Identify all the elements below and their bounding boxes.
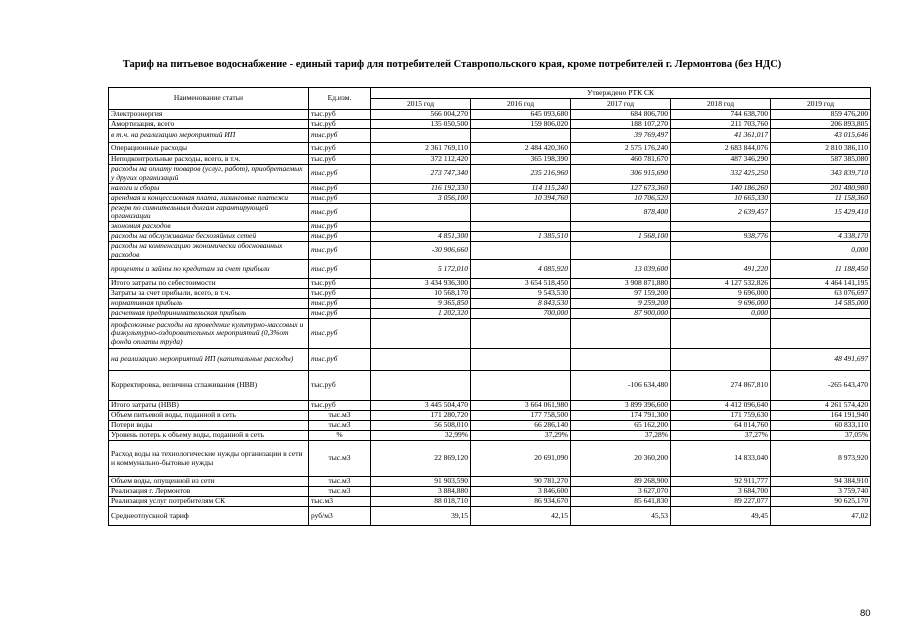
page-number: 80 xyxy=(860,608,871,619)
row-value: 10 706,520 xyxy=(571,193,671,203)
row-value: 3 908 871,880 xyxy=(571,279,671,289)
row-value: 85 641,830 xyxy=(571,497,671,507)
table-row xyxy=(109,411,871,421)
row-value: 2 575 176,240 xyxy=(571,143,671,155)
row-unit: тыс.руб xyxy=(309,183,371,193)
row-name: Итого затраты по себестоимости xyxy=(109,279,309,289)
row-value: 3 884,880 xyxy=(371,487,471,497)
row-value: 9 696,000 xyxy=(671,299,771,309)
row-value: 20 691,090 xyxy=(471,441,571,477)
table-row xyxy=(109,231,871,241)
row-unit: тыс.руб xyxy=(309,221,371,231)
table-row xyxy=(109,289,871,299)
table-row xyxy=(109,279,871,289)
row-unit: руб/м3 xyxy=(309,507,371,526)
row-value xyxy=(471,129,571,143)
table-row xyxy=(109,477,871,487)
row-name: Корректировка, величина сглаживания (НВВ) xyxy=(109,371,309,401)
row-unit: тыс.руб xyxy=(309,371,371,401)
row-unit: тыс.руб xyxy=(309,193,371,203)
row-value: 20 360,200 xyxy=(571,441,671,477)
row-name: Среднеотпускной тариф xyxy=(109,507,309,526)
row-value: 9 365,850 xyxy=(371,299,471,309)
row-value: 2 484 420,360 xyxy=(471,143,571,155)
row-value: 1 568,100 xyxy=(571,231,671,241)
row-value xyxy=(571,319,671,349)
row-name: Реализация г. Лермонтов xyxy=(109,487,309,497)
row-value: -30 906,660 xyxy=(371,241,471,259)
row-value: 2 810 386,110 xyxy=(771,143,871,155)
table-row xyxy=(109,319,871,349)
row-value: 3 759,740 xyxy=(771,487,871,497)
row-value: 2 361 769,110 xyxy=(371,143,471,155)
row-value: 114 115,240 xyxy=(471,183,571,193)
row-value xyxy=(471,221,571,231)
header-year: 2015 год xyxy=(371,99,471,110)
row-value: 37,27% xyxy=(671,431,771,441)
tariff-table xyxy=(108,87,871,526)
row-name: Объем воды, опущенной из сети xyxy=(109,477,309,487)
row-value: 343 839,710 xyxy=(771,164,871,183)
row-value: 90 625,170 xyxy=(771,497,871,507)
row-value: 188 107,270 xyxy=(571,119,671,129)
row-value: 3 434 936,300 xyxy=(371,279,471,289)
row-value: 4 127 532,826 xyxy=(671,279,771,289)
row-value: 274 867,810 xyxy=(671,371,771,401)
row-value: 14 833,040 xyxy=(671,441,771,477)
row-value: 10 568,170 xyxy=(371,289,471,299)
row-unit: тыс.руб xyxy=(309,143,371,155)
table-row xyxy=(109,110,871,120)
row-name: Уровень потерь к объему воды, поданной в сеть xyxy=(109,431,309,441)
row-name: нормативная прибыль xyxy=(109,299,309,309)
row-value: 206 893,805 xyxy=(771,119,871,129)
row-value: 9 543,530 xyxy=(471,289,571,299)
header-year: 2016 год xyxy=(471,99,571,110)
header-year: 2017 год xyxy=(571,99,671,110)
row-unit: тыс.руб xyxy=(309,203,371,221)
table-body xyxy=(109,110,871,526)
row-value: 22 869,120 xyxy=(371,441,471,477)
row-value: 92 911,777 xyxy=(671,477,771,487)
row-value: 3 846,600 xyxy=(471,487,571,497)
row-value: 938,776 xyxy=(671,231,771,241)
row-name: Расход воды на технологические нужды организации в сети и коммунально-бытовые нужды xyxy=(109,441,309,477)
row-value: 2 639,457 xyxy=(671,203,771,221)
row-value xyxy=(371,129,471,143)
table-row xyxy=(109,441,871,477)
row-unit: тыс.руб xyxy=(309,309,371,319)
row-name: Затраты за счет прибыли, всего, в т.ч. xyxy=(109,289,309,299)
row-value: 135 050,500 xyxy=(371,119,471,129)
row-value: 41 361,017 xyxy=(671,129,771,143)
row-value: 3 899 396,600 xyxy=(571,401,671,411)
row-value xyxy=(671,319,771,349)
table-row xyxy=(109,193,871,203)
row-value: 587 385,080 xyxy=(771,155,871,165)
row-name: Электроэнергия xyxy=(109,110,309,120)
table-row xyxy=(109,260,871,279)
row-value: 0,000 xyxy=(771,241,871,259)
row-unit: тыс.м3 xyxy=(309,411,371,421)
header-name-column: Наименование статьи xyxy=(109,88,309,110)
row-name: Итого затраты (НВВ) xyxy=(109,401,309,411)
header-unit-column: Ед.изм. xyxy=(309,88,371,110)
row-unit: тыс.руб xyxy=(309,155,371,165)
row-value: 3 684,700 xyxy=(671,487,771,497)
row-value: 3 445 504,470 xyxy=(371,401,471,411)
row-value: 177 758,500 xyxy=(471,411,571,421)
row-name: Операционные расходы xyxy=(109,143,309,155)
row-value xyxy=(371,349,471,371)
row-value: 64 014,760 xyxy=(671,421,771,431)
row-value xyxy=(371,221,471,231)
row-value xyxy=(371,371,471,401)
row-name: расходы на обслуживание бесхозяйных сетей xyxy=(109,231,309,241)
row-value: 13 039,600 xyxy=(571,260,671,279)
row-value: 97 159,200 xyxy=(571,289,671,299)
row-value: 90 781,270 xyxy=(471,477,571,487)
row-value: 37,28% xyxy=(571,431,671,441)
table-row xyxy=(109,371,871,401)
row-value xyxy=(471,319,571,349)
row-name: Потери воды xyxy=(109,421,309,431)
table-row xyxy=(109,143,871,155)
row-value: 49,45 xyxy=(671,507,771,526)
table-row xyxy=(109,349,871,371)
row-value: 127 673,360 xyxy=(571,183,671,193)
row-value xyxy=(371,319,471,349)
row-value: 566 004,270 xyxy=(371,110,471,120)
row-value: 4 338,170 xyxy=(771,231,871,241)
row-name: на реализацию мероприятий ИП (капитальные расходы) xyxy=(109,349,309,371)
row-value: 9 696,000 xyxy=(671,289,771,299)
table-row xyxy=(109,155,871,165)
row-value: 10 394,760 xyxy=(471,193,571,203)
row-unit: тыс.руб xyxy=(309,129,371,143)
row-name: Реализация услуг потребителям СК xyxy=(109,497,309,507)
row-value: 56 508,010 xyxy=(371,421,471,431)
header-approved: Утверждено РТК СК xyxy=(371,88,871,99)
row-value xyxy=(771,309,871,319)
row-value: 9 259,200 xyxy=(571,299,671,309)
row-value: 89 268,900 xyxy=(571,477,671,487)
row-name: расходы на оплату товаров (услуг, работ), приобретаемых у других организаций xyxy=(109,164,309,183)
row-value: 39 769,497 xyxy=(571,129,671,143)
row-value: 3 627,070 xyxy=(571,487,671,497)
row-unit: тыс.руб xyxy=(309,119,371,129)
table-row xyxy=(109,203,871,221)
row-value: 878,400 xyxy=(571,203,671,221)
row-value: 45,53 xyxy=(571,507,671,526)
row-name: расчетная предпринимательская прибыль xyxy=(109,309,309,319)
row-value xyxy=(471,203,571,221)
row-value: 491,220 xyxy=(671,260,771,279)
table-row xyxy=(109,431,871,441)
row-value: 365 198,390 xyxy=(471,155,571,165)
row-value: 201 480,980 xyxy=(771,183,871,193)
row-value: 4 261 574,420 xyxy=(771,401,871,411)
row-value: 116 192,330 xyxy=(371,183,471,193)
row-value xyxy=(471,371,571,401)
row-value: 460 781,670 xyxy=(571,155,671,165)
row-value: 859 476,200 xyxy=(771,110,871,120)
row-value: 87 900,000 xyxy=(571,309,671,319)
row-name: резерв по сомнительным долгам гарантирующей организации xyxy=(109,203,309,221)
row-value xyxy=(771,221,871,231)
row-value: 14 585,000 xyxy=(771,299,871,309)
row-value: 32,99% xyxy=(371,431,471,441)
table-row xyxy=(109,309,871,319)
row-unit: тыс.м3 xyxy=(309,441,371,477)
row-name: экономия расходов xyxy=(109,221,309,231)
row-value: 2 683 844,076 xyxy=(671,143,771,155)
row-unit: тыс.руб xyxy=(309,319,371,349)
row-value: 4 412 096,640 xyxy=(671,401,771,411)
row-value xyxy=(471,349,571,371)
table-row xyxy=(109,164,871,183)
row-value: 306 915,690 xyxy=(571,164,671,183)
row-value: 3 056,100 xyxy=(371,193,471,203)
row-value: 43 015,646 xyxy=(771,129,871,143)
table-row xyxy=(109,183,871,193)
row-unit: тыс.м3 xyxy=(309,497,371,507)
row-value: 174 791,300 xyxy=(571,411,671,421)
row-name: налоги и сборы xyxy=(109,183,309,193)
row-value: 89 227,077 xyxy=(671,497,771,507)
row-unit: тыс.руб xyxy=(309,241,371,259)
table-row xyxy=(109,129,871,143)
document-title: Тариф на питьевое водоснабжение - единый тариф для потребителей Ставропольского края, кроме потребителей г. Лермонтова (без НДС) xyxy=(122,59,782,70)
row-name: Неподконтрольные расходы, всего, в т.ч. xyxy=(109,155,309,165)
row-name: профсоюзные расходы на проведение культурно-массовых и физкультурно-оздоровительных мероприятий (0,3%от фонда оплаты труда) xyxy=(109,319,309,349)
row-name: арендная и концессионная плата, лизинговые платежи xyxy=(109,193,309,203)
table-row xyxy=(109,497,871,507)
row-unit: тыс.м3 xyxy=(309,487,371,497)
row-name: Объем питьевой воды, поданной в сеть xyxy=(109,411,309,421)
row-value: 171 280,720 xyxy=(371,411,471,421)
table-row xyxy=(109,507,871,526)
row-value: 47,02 xyxy=(771,507,871,526)
row-value: 332 425,250 xyxy=(671,164,771,183)
row-value xyxy=(571,349,671,371)
row-value: 65 162,200 xyxy=(571,421,671,431)
row-name: в т.ч. на реализацию мероприятий ИП xyxy=(109,129,309,143)
row-value: 1 202,320 xyxy=(371,309,471,319)
row-value: 94 384,910 xyxy=(771,477,871,487)
table-row xyxy=(109,401,871,411)
row-value xyxy=(571,241,671,259)
row-value: 4 464 141,195 xyxy=(771,279,871,289)
row-value: 86 934,670 xyxy=(471,497,571,507)
row-name: проценты и займы по кредитам за счет прибыли xyxy=(109,260,309,279)
table-row xyxy=(109,421,871,431)
row-value: 159 806,020 xyxy=(471,119,571,129)
row-unit: тыс.руб xyxy=(309,231,371,241)
row-value: 11 158,360 xyxy=(771,193,871,203)
row-value: 60 833,110 xyxy=(771,421,871,431)
row-value: 8 843,530 xyxy=(471,299,571,309)
row-name: Амортизация, всего xyxy=(109,119,309,129)
header-year: 2019 год xyxy=(771,99,871,110)
row-value xyxy=(371,203,471,221)
row-name: расходы на компенсацию экономически обоснованных расходов xyxy=(109,241,309,259)
row-unit: тыс.руб xyxy=(309,299,371,309)
row-value: 63 076,697 xyxy=(771,289,871,299)
row-value: 37,29% xyxy=(471,431,571,441)
row-value: 487 346,290 xyxy=(671,155,771,165)
row-value: 5 172,010 xyxy=(371,260,471,279)
row-value: 744 638,700 xyxy=(671,110,771,120)
table-row xyxy=(109,299,871,309)
row-unit: тыс.м3 xyxy=(309,421,371,431)
row-value xyxy=(671,241,771,259)
row-value: 37,05% xyxy=(771,431,871,441)
row-value xyxy=(471,241,571,259)
row-value: 10 665,330 xyxy=(671,193,771,203)
row-value: 171 759,630 xyxy=(671,411,771,421)
row-unit: тыс.руб xyxy=(309,349,371,371)
row-value xyxy=(571,221,671,231)
row-unit: тыс.руб xyxy=(309,260,371,279)
table-row xyxy=(109,119,871,129)
row-value: 211 703,760 xyxy=(671,119,771,129)
row-unit: тыс.руб xyxy=(309,164,371,183)
row-value: 372 112,420 xyxy=(371,155,471,165)
row-value: 39,15 xyxy=(371,507,471,526)
table-row xyxy=(109,241,871,259)
row-value: 4 851,300 xyxy=(371,231,471,241)
row-value: 15 429,410 xyxy=(771,203,871,221)
row-value: 11 188,450 xyxy=(771,260,871,279)
row-value: 4 085,920 xyxy=(471,260,571,279)
row-value: 66 286,140 xyxy=(471,421,571,431)
row-value: 140 186,260 xyxy=(671,183,771,193)
row-value: 700,000 xyxy=(471,309,571,319)
row-unit: % xyxy=(309,431,371,441)
row-unit: тыс.руб xyxy=(309,289,371,299)
row-value: 645 093,680 xyxy=(471,110,571,120)
row-value: 1 385,510 xyxy=(471,231,571,241)
row-value: 42,15 xyxy=(471,507,571,526)
row-unit: тыс.руб xyxy=(309,401,371,411)
row-value: 48 491,697 xyxy=(771,349,871,371)
row-value xyxy=(771,319,871,349)
row-value: 235 216,960 xyxy=(471,164,571,183)
header-year: 2018 год xyxy=(671,99,771,110)
row-unit: тыс.руб xyxy=(309,279,371,289)
row-value: 3 664 061,980 xyxy=(471,401,571,411)
table-row xyxy=(109,221,871,231)
row-value: 273 747,340 xyxy=(371,164,471,183)
row-value: 88 018,710 xyxy=(371,497,471,507)
table-row xyxy=(109,487,871,497)
row-value: -106 634,480 xyxy=(571,371,671,401)
row-value: 164 191,940 xyxy=(771,411,871,421)
row-unit: тыс.руб xyxy=(309,110,371,120)
row-unit: тыс.м3 xyxy=(309,477,371,487)
row-value: 91 903,590 xyxy=(371,477,471,487)
row-value: 0,000 xyxy=(671,309,771,319)
row-value: 3 654 518,450 xyxy=(471,279,571,289)
row-value: 684 806,700 xyxy=(571,110,671,120)
row-value xyxy=(671,349,771,371)
row-value xyxy=(671,221,771,231)
row-value: 8 973,920 xyxy=(771,441,871,477)
row-value: -265 643,470 xyxy=(771,371,871,401)
